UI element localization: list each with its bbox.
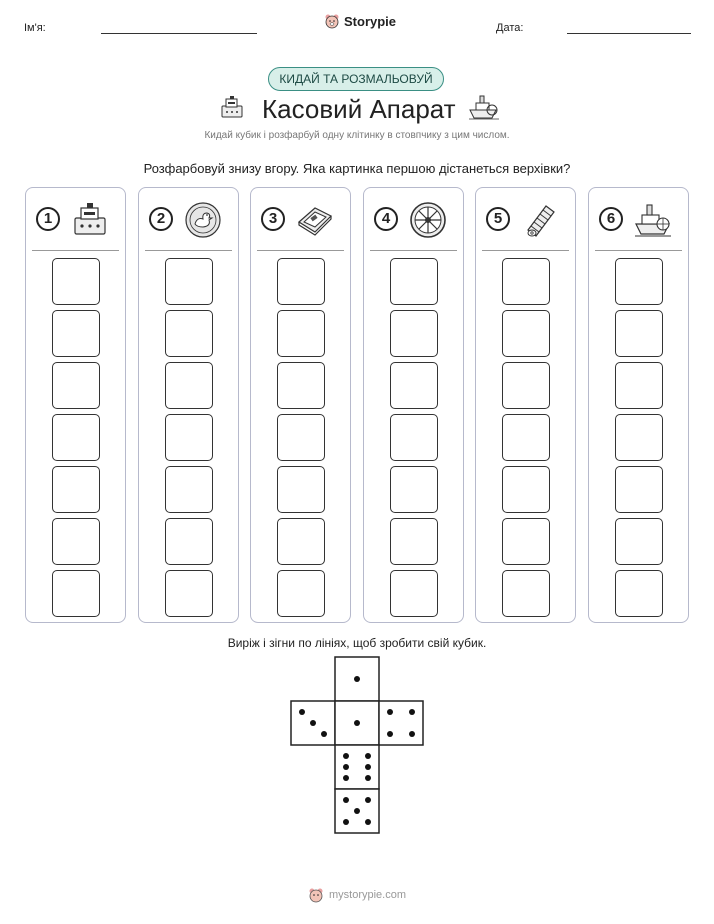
color-cell[interactable] [390, 466, 438, 513]
column-number: 1 [36, 207, 60, 231]
column-1 [25, 187, 126, 623]
color-cell[interactable] [165, 258, 213, 305]
name-label: Ім'я: [24, 22, 46, 34]
column-number: 5 [486, 207, 510, 231]
column-number: 6 [599, 207, 623, 231]
color-cell[interactable] [390, 414, 438, 461]
color-cell[interactable] [390, 570, 438, 617]
color-cell[interactable] [165, 518, 213, 565]
money-tray-icon [295, 200, 335, 240]
color-cell[interactable] [52, 258, 100, 305]
color-cell[interactable] [165, 570, 213, 617]
color-cell[interactable] [52, 414, 100, 461]
rolled-bills-icon [520, 200, 560, 240]
color-cell[interactable] [165, 310, 213, 357]
bear-logo-icon [324, 13, 340, 29]
column-4 [363, 187, 464, 623]
color-cell[interactable] [502, 258, 550, 305]
color-cell[interactable] [502, 570, 550, 617]
color-cell[interactable] [277, 414, 325, 461]
color-cell[interactable] [277, 258, 325, 305]
column-2 [138, 187, 239, 623]
color-cell[interactable] [502, 310, 550, 357]
color-cell[interactable] [615, 362, 663, 409]
color-cell[interactable] [277, 466, 325, 513]
instruction: Розфарбовуй знизу вгору. Яка картинка першою дістанеться верхівки? [143, 161, 571, 176]
color-cell[interactable] [277, 570, 325, 617]
cut-instruction: Виріж і зігни по лініях, щоб зробити свій кубик. [227, 636, 487, 650]
color-cell[interactable] [52, 362, 100, 409]
duck-coin-icon [183, 200, 223, 240]
page-title: Касовий Апарат [262, 94, 456, 124]
column-divider [595, 250, 682, 251]
brand-logo [324, 13, 396, 29]
subtitle: Кидай кубик і розфарбуй одну клітинку в стовпчику з цим числом. [204, 130, 510, 141]
color-cell[interactable] [615, 310, 663, 357]
color-cell[interactable] [502, 466, 550, 513]
color-cell[interactable] [277, 310, 325, 357]
name-line [101, 33, 257, 34]
date-line [567, 33, 691, 34]
color-cell[interactable] [615, 466, 663, 513]
color-cell[interactable] [165, 362, 213, 409]
color-cell[interactable] [615, 414, 663, 461]
column-number: 4 [374, 207, 398, 231]
column-number: 3 [261, 207, 285, 231]
column-divider [370, 250, 457, 251]
cash-register-icon [219, 94, 245, 120]
column-3 [250, 187, 351, 623]
color-cell[interactable] [165, 466, 213, 513]
brand-name: Storypie [344, 13, 397, 29]
color-cell[interactable] [52, 570, 100, 617]
column-number: 2 [149, 207, 173, 231]
steamboat-icon [468, 92, 500, 122]
color-cell[interactable] [165, 414, 213, 461]
bear-logo-icon [308, 887, 324, 903]
color-cell[interactable] [615, 518, 663, 565]
color-cell[interactable] [502, 362, 550, 409]
column-5 [475, 187, 576, 623]
footer-site[interactable]: mystorypie.com [329, 889, 407, 901]
date-label: Дата: [496, 22, 524, 34]
cash-register-icon [70, 200, 110, 240]
die-face-6 [335, 745, 379, 789]
color-cell[interactable] [615, 570, 663, 617]
color-cell[interactable] [277, 518, 325, 565]
color-cell[interactable] [52, 310, 100, 357]
die-face-4 [379, 701, 423, 745]
color-cell[interactable] [277, 362, 325, 409]
color-cell[interactable] [502, 414, 550, 461]
column-divider [32, 250, 119, 251]
color-cell[interactable] [390, 310, 438, 357]
dice-net [288, 654, 428, 838]
color-cell[interactable] [390, 362, 438, 409]
steamboat-icon [633, 200, 673, 240]
column-divider [145, 250, 232, 251]
color-cell[interactable] [502, 518, 550, 565]
column-6 [588, 187, 689, 623]
footer [308, 887, 406, 903]
color-cell[interactable] [52, 518, 100, 565]
column-divider [257, 250, 344, 251]
color-cell[interactable] [390, 518, 438, 565]
color-cell[interactable] [390, 258, 438, 305]
activity-badge: КИДАЙ ТА РОЗМАЛЬОВУЙ [268, 67, 444, 91]
wheel-icon [408, 200, 448, 240]
column-divider [482, 250, 569, 251]
color-cell[interactable] [52, 466, 100, 513]
color-cell[interactable] [615, 258, 663, 305]
